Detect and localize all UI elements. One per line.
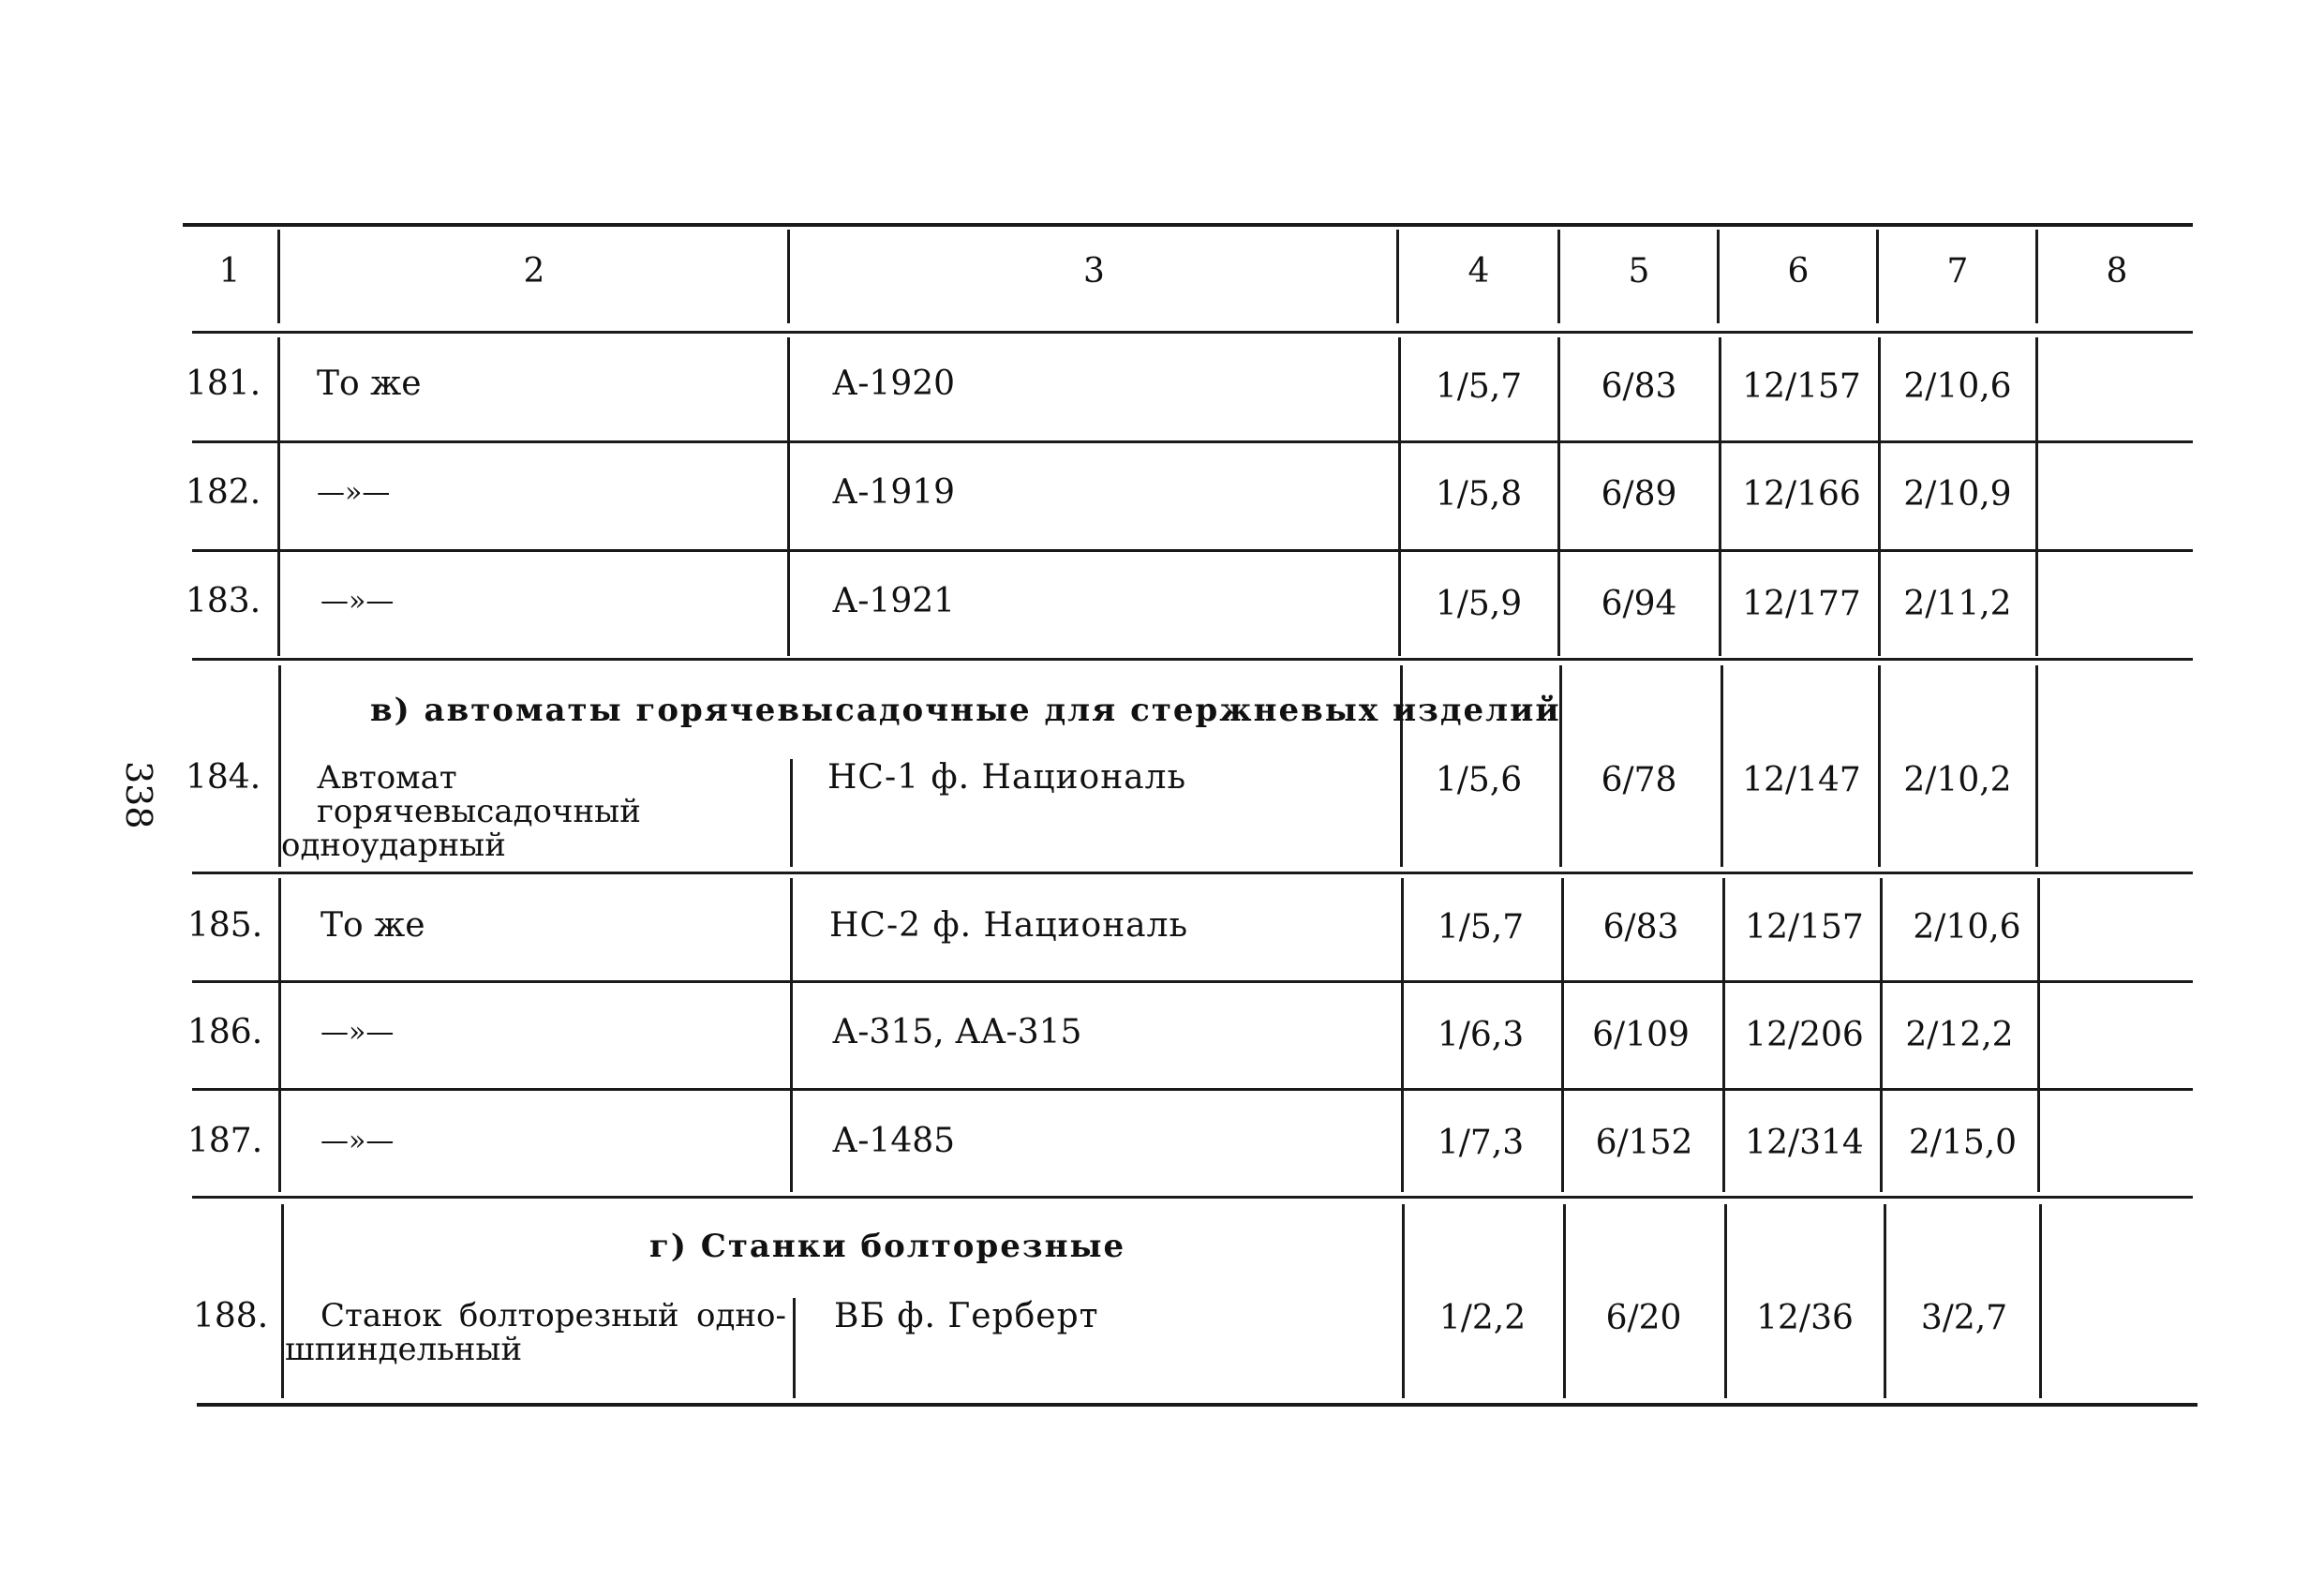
row-model: А-1485	[832, 1122, 956, 1160]
row-rule	[192, 872, 2193, 874]
row-name: —»—	[320, 585, 395, 618]
header-cell: 1	[218, 252, 241, 291]
row-model: А-1920	[832, 365, 956, 403]
row-number: 183.	[186, 582, 261, 620]
header-cell: 5	[1628, 252, 1650, 291]
col-rule	[787, 230, 790, 323]
page-number: 338	[118, 761, 159, 829]
row-model: ВБ ф. Герберт	[834, 1297, 1099, 1335]
col-rule	[1396, 230, 1399, 323]
row-col5: 6/83	[1601, 367, 1677, 406]
row-col7: 2/11,2	[1903, 585, 2012, 623]
row-rule	[192, 980, 2193, 983]
row-col4: 1/5,7	[1437, 908, 1525, 947]
col-rule	[790, 878, 793, 1192]
row-number: 187.	[187, 1122, 263, 1160]
row-col7: 2/10,9	[1903, 475, 2012, 514]
row-col7: 2/15,0	[1908, 1124, 2018, 1162]
row-rule	[192, 440, 2193, 443]
row-rule	[192, 549, 2193, 552]
row-name: То же	[320, 906, 425, 945]
row-col6: 12/147	[1742, 761, 1861, 799]
col-rule	[277, 337, 280, 656]
row-col4: 1/7,3	[1437, 1124, 1525, 1162]
row-number: 182.	[186, 473, 261, 512]
row-name	[285, 1299, 786, 1366]
row-col4: 1/2,2	[1438, 1299, 1527, 1337]
row-col5: 6/109	[1592, 1016, 1690, 1054]
row-col4: 1/5,8	[1435, 475, 1523, 514]
row-col7: 3/2,7	[1920, 1299, 2008, 1337]
row-col5: 6/94	[1601, 585, 1677, 623]
row-model: А-1919	[832, 473, 956, 512]
row-rule	[192, 1196, 2193, 1199]
row-col6: 12/206	[1745, 1016, 1864, 1054]
row-model: А-315, АА-315	[832, 1013, 1082, 1051]
row-col5: 6/20	[1605, 1299, 1682, 1337]
row-col7: 2/10,2	[1903, 761, 2012, 799]
row-model: НС-2 ф. Националь	[829, 906, 1189, 945]
row-name-line2: одноударный	[281, 827, 506, 864]
header-cell: 3	[1083, 252, 1105, 291]
row-col5: 6/152	[1595, 1124, 1693, 1162]
row-name	[281, 761, 782, 862]
row-col5: 6/89	[1601, 475, 1677, 514]
row-name: —»—	[320, 1125, 395, 1157]
row-number: 184.	[186, 758, 261, 797]
row-col4: 1/5,7	[1435, 367, 1523, 406]
row-name-line2: шпиндельный	[285, 1331, 523, 1368]
row-number: 188.	[193, 1297, 269, 1335]
header-bottom-rule	[192, 331, 2193, 334]
col-rule	[790, 759, 793, 867]
header-cell: 7	[1946, 252, 1969, 291]
row-number: 181.	[186, 365, 261, 403]
row-rule	[192, 658, 2193, 661]
row-col6: 12/177	[1742, 585, 1861, 623]
row-col6: 12/157	[1745, 908, 1864, 947]
section-heading: г) Станки болторезные	[649, 1228, 1126, 1265]
row-col6: 12/36	[1756, 1299, 1854, 1337]
row-col7: 2/10,6	[1913, 908, 2021, 947]
row-col4: 1/5,9	[1435, 585, 1523, 623]
col-rule	[281, 1204, 284, 1398]
row-col6: 12/166	[1742, 475, 1861, 514]
row-name: —»—	[320, 1016, 395, 1049]
header-cell: 8	[2106, 252, 2128, 291]
row-col6: 12/157	[1742, 367, 1861, 406]
row-col7: 2/12,2	[1905, 1016, 2014, 1054]
row-col4: 1/6,3	[1437, 1016, 1525, 1054]
row-name-line1: Станок болторезный одно-	[320, 1297, 786, 1334]
row-col5: 6/78	[1601, 761, 1677, 799]
header-cell: 2	[523, 252, 545, 291]
table-top-rule	[183, 223, 2193, 227]
row-col4: 1/5,6	[1435, 761, 1523, 799]
row-name-line1: Автомат горячевысадочный	[317, 759, 641, 830]
section-heading: в) автоматы горячевысадочные для стержневых изделий	[370, 692, 1561, 729]
header-cell: 6	[1787, 252, 1810, 291]
row-col7: 2/10,6	[1903, 367, 2012, 406]
row-col5: 6/83	[1602, 908, 1679, 947]
row-number: 186.	[187, 1013, 263, 1051]
col-rule	[793, 1298, 796, 1398]
row-rule	[192, 1088, 2193, 1091]
col-rule	[787, 337, 790, 656]
row-name: —»—	[317, 476, 391, 509]
row-name: То же	[317, 365, 422, 403]
col-rule	[277, 230, 280, 323]
row-model: НС-1 ф. Националь	[827, 758, 1187, 797]
header-cell: 4	[1467, 252, 1490, 291]
col-rule	[278, 878, 281, 1192]
row-col6: 12/314	[1745, 1124, 1864, 1162]
table-bottom-rule	[197, 1403, 2197, 1407]
row-number: 185.	[187, 906, 263, 945]
row-model: А-1921	[832, 582, 956, 620]
